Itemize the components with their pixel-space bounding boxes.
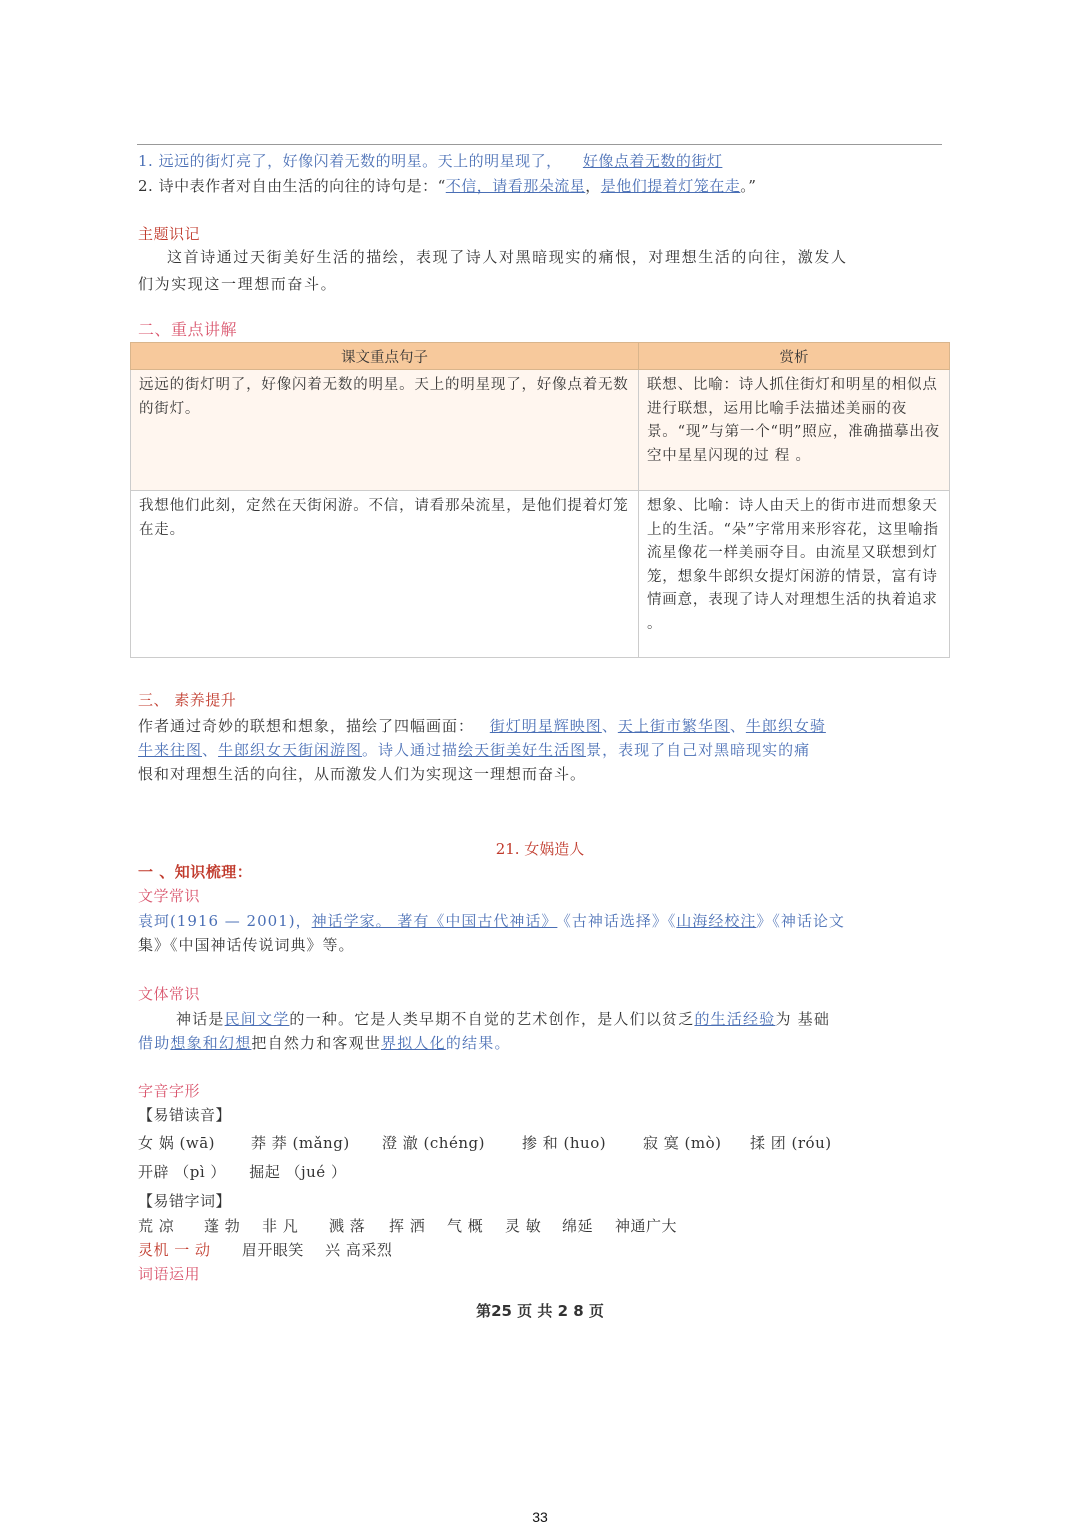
page-number: 33 xyxy=(532,1509,548,1525)
genre-text: 神话是 xyxy=(176,1010,225,1028)
pronunciation-heading: 【易错读音】 xyxy=(138,1106,232,1124)
word-item: 神通广大 xyxy=(615,1217,678,1235)
answer-line-1 xyxy=(138,151,722,171)
genre-line-1 xyxy=(176,1009,830,1029)
top-divider xyxy=(137,144,942,145)
character-heading: 字音字形 xyxy=(138,1082,201,1100)
genre-underlined: 界拟人化 xyxy=(381,1034,446,1052)
table-row xyxy=(131,491,950,658)
genre-underlined: 想象和幻想 xyxy=(170,1034,252,1052)
literature-line-1 xyxy=(138,911,845,931)
key-heading: 二、重点讲解 xyxy=(138,320,238,339)
sep: 、 xyxy=(729,717,746,735)
literature-heading: 文学常识 xyxy=(138,887,201,905)
underlined-phrase: 绘天街美好生活图 xyxy=(458,741,587,759)
works: 《古神话选择》《 xyxy=(563,912,677,930)
literacy-line-1 xyxy=(138,716,826,736)
genre-text: 借助 xyxy=(138,1034,171,1052)
sep: 、 xyxy=(202,741,219,759)
literacy-line-2 xyxy=(138,740,810,760)
picture-4: 牛郎织女天街闲游图 xyxy=(218,741,363,759)
row-2-analysis: 想象、比喻：诗人由天上的街市进而想象天上的生活。“朵”字常用来形容花，这里喻指流星像花一样美丽夺目。由流星又联想到灯笼，想象牛郎织女提灯闲游的情景，富有诗情画意，表现了诗人对理想生活的执着追求 。 xyxy=(639,491,950,658)
answer-1-text: 1. 远远的街灯亮了，好像闪着无数的明星。天上的明星现了， xyxy=(138,152,562,170)
pron-item: 女 娲 (wā) xyxy=(138,1134,216,1152)
picture-3-start: 牛郎织女骑 xyxy=(745,717,826,735)
page-footer: 第25 页 共 2 8 页 xyxy=(476,1302,604,1320)
literacy-text: 。诗人通过描 xyxy=(362,741,459,759)
row-2-sentence: 我想他们此刻，定然在天街闲游。不信，请看那朵流星，是他们提着灯笼在走。 xyxy=(131,491,639,658)
row-1-sentence: 远远的街灯明了，好像闪着无数的明星。天上的明星现了，好像点着无数的街灯。 xyxy=(131,370,639,491)
word-item: 气 概 xyxy=(447,1217,484,1235)
genre-heading: 文体常识 xyxy=(138,985,201,1003)
picture-1: 街灯明星辉映图 xyxy=(489,717,602,735)
genre-underlined: 民间文学 xyxy=(224,1010,290,1028)
table-header-analysis: 赏析 xyxy=(639,343,950,370)
genre-text: 为 基础 xyxy=(775,1010,831,1028)
word-item: 非 凡 xyxy=(262,1217,299,1235)
theme-heading: 主题识记 xyxy=(138,225,201,243)
pron-item: 揉 团 (róu) xyxy=(750,1134,832,1152)
pron-item: 掘起 （jué ） xyxy=(249,1163,347,1181)
picture-2: 天上街市繁华图 xyxy=(617,717,730,735)
literacy-text: 作者通过奇妙的联想和想象，描绘了四幅画面： xyxy=(138,717,475,735)
theme-paragraph-line-1: 这首诗通过天街美好生活的描绘，表现了诗人对黑暗现实的痛恨，对理想生活的向往，激发人 xyxy=(167,248,848,266)
genre-underlined: 的生活经验 xyxy=(694,1010,776,1028)
answer-2-underlined-a: 不信，请看那朵流星 xyxy=(445,177,586,195)
author: 袁珂(1916 — 2001)， xyxy=(138,912,312,930)
word-item: 蓬 勃 xyxy=(204,1217,241,1235)
answer-2-underlined-b: 是他们提着灯笼在走 xyxy=(600,177,741,195)
pronunciation-line-2 xyxy=(138,1162,346,1182)
pron-item: 掺 和 (huo) xyxy=(522,1134,607,1152)
wrong-words-heading: 【易错字词】 xyxy=(138,1192,232,1210)
word-item: 溅 落 xyxy=(329,1217,366,1235)
key-sentences-table xyxy=(130,342,950,658)
lesson-title: 21. 女娲造人 xyxy=(495,840,585,858)
literature-line-2: 集》《中国神话传说词典》等。 xyxy=(138,936,355,954)
word-item: 绵延 xyxy=(562,1217,594,1235)
answer-2-text: 2. 诗中表作者对自由生活的向往的诗句是：“ xyxy=(138,177,446,195)
word-usage-heading: 词语运用 xyxy=(138,1265,201,1283)
genre-text: 把自然力和客观世 xyxy=(251,1034,382,1052)
author-desc: 神话学家。 著有《中国古代神话》 xyxy=(311,912,558,930)
genre-text: 的一种。它是人类早期不自觉的艺术创作，是人们以贫乏 xyxy=(289,1010,695,1028)
answer-2-comma: ， xyxy=(585,177,601,195)
genre-line-2 xyxy=(138,1033,511,1053)
pron-item: 莽 莽 (mǎng) xyxy=(251,1134,350,1152)
word-item: 灵 敏 xyxy=(505,1217,542,1235)
knowledge-heading: 一 、知识梳理： xyxy=(138,863,253,881)
answer-line-2 xyxy=(138,176,756,196)
table-header-sentence: 课文重点句子 xyxy=(131,343,639,370)
table-row xyxy=(131,370,950,491)
literacy-line-3: 恨和对理想生活的向往，从而激发人们为实现这一理想而奋斗。 xyxy=(138,765,587,783)
answer-1-underlined: 好像点着无数的街灯 xyxy=(582,152,723,170)
picture-3-end: 牛来往图 xyxy=(138,741,203,759)
literacy-heading: 三、 素养提升 xyxy=(138,691,237,709)
answer-2-close: 。” xyxy=(740,177,757,195)
word-item: 荒 凉 xyxy=(138,1217,175,1235)
word-item: 兴 高采烈 xyxy=(325,1241,393,1259)
row-1-analysis: 联想、比喻：诗人抓住街灯和明星的相似点进行联想，运用比喻手法描述美丽的夜景。“现”与第一个“明”照应，准确描摹出夜空中星星闪现的过 程 。 xyxy=(639,370,950,491)
word-item: 眉开眼笑 xyxy=(241,1241,304,1259)
pron-item: 澄 澈 (chéng) xyxy=(382,1134,485,1152)
words-line-2 xyxy=(138,1240,392,1260)
works: 》《神话论文 xyxy=(756,912,845,930)
theme-paragraph-line-2: 们为实现这一理想而奋斗。 xyxy=(138,275,338,293)
word-item: 灵机 一 动 xyxy=(138,1241,211,1259)
work-title: 山海经校注 xyxy=(676,912,757,930)
word-item: 挥 洒 xyxy=(389,1217,426,1235)
literacy-text: 景，表现了自己对黑暗现实的痛 xyxy=(586,741,811,759)
sep: 、 xyxy=(601,717,618,735)
pron-item: 寂 寞 (mò) xyxy=(643,1134,722,1152)
pron-item: 开辟 （pì ） xyxy=(138,1163,226,1181)
genre-text: 的结果。 xyxy=(445,1034,511,1052)
